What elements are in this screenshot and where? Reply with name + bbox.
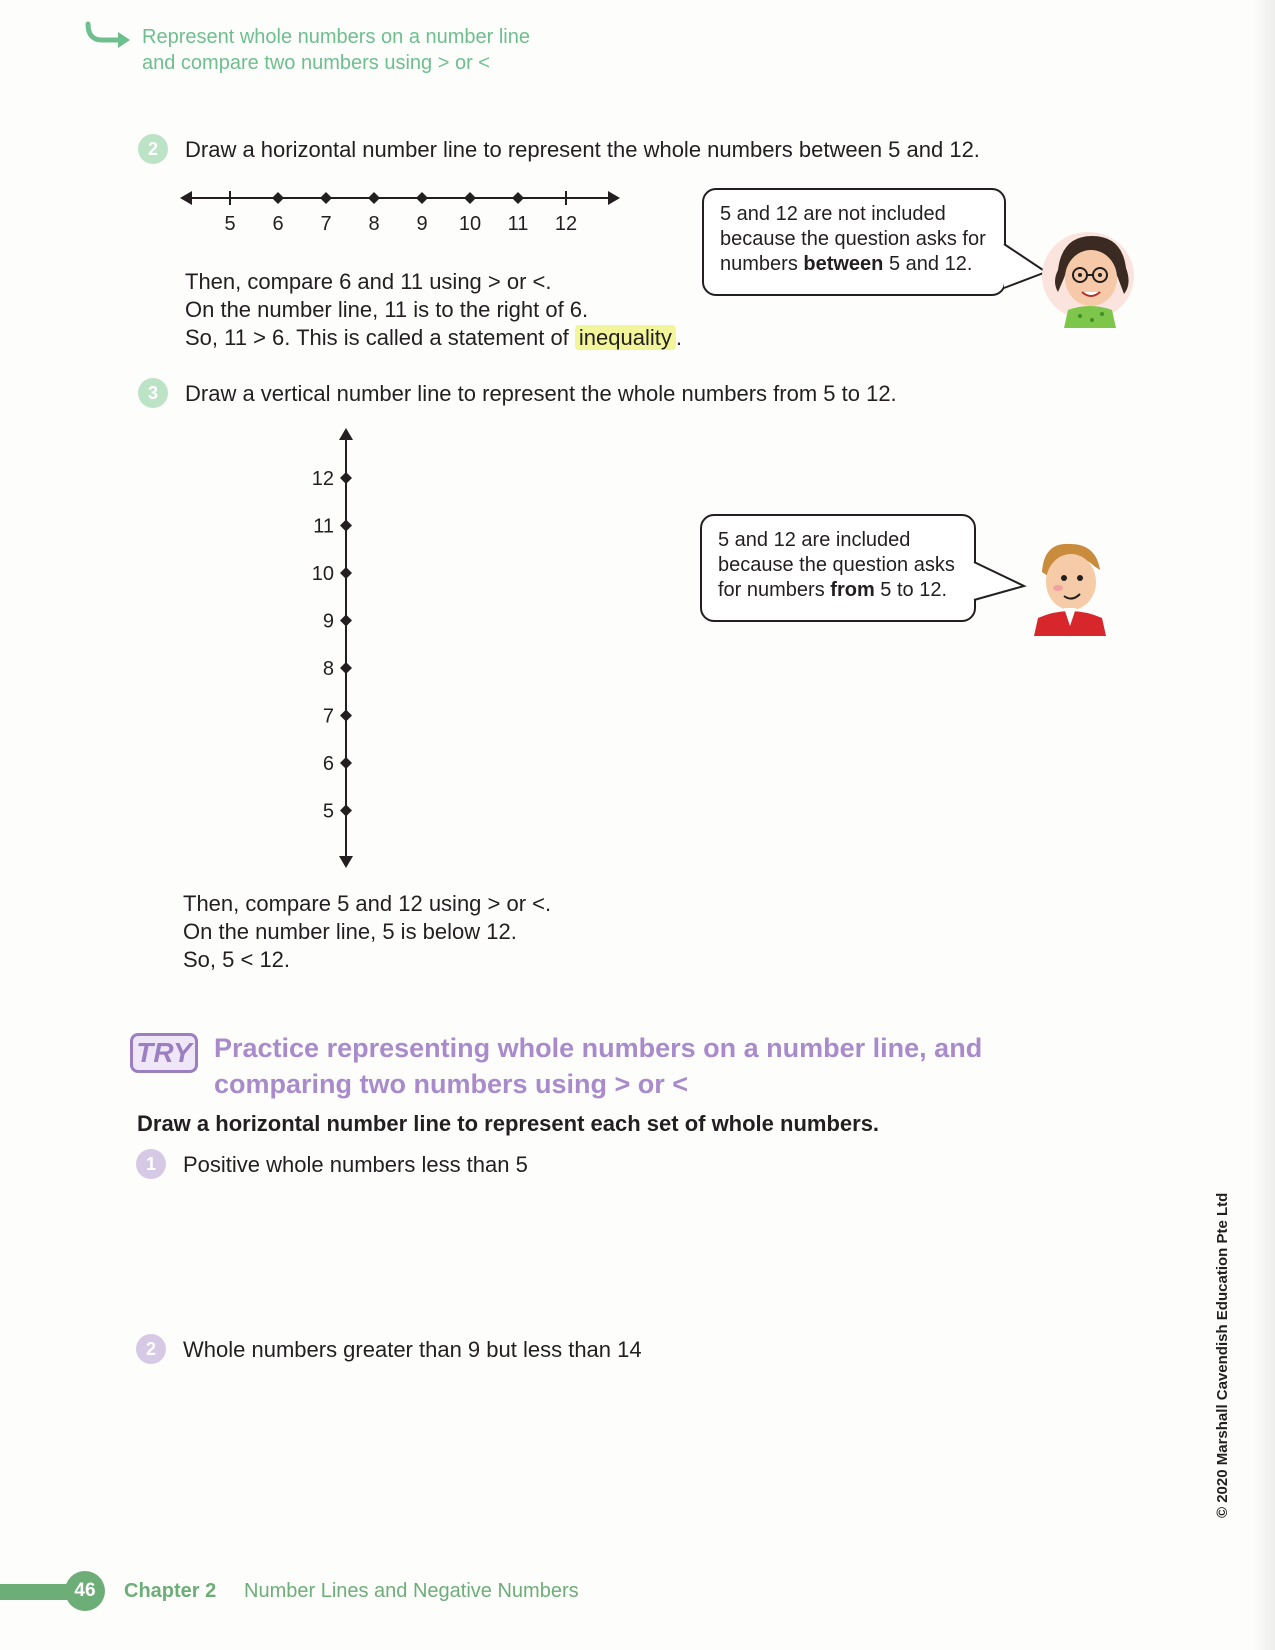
q3-line-3: So, 5 < 12. [183, 947, 291, 972]
v-dot [340, 805, 352, 817]
bubble-q3-bold: from [830, 579, 875, 601]
h-dot [512, 192, 524, 204]
boy-character-illustration [1024, 536, 1114, 636]
bubble-q2-pre: numbers [720, 253, 798, 275]
q3-line-1: Then, compare 5 and 12 using > or <. [183, 891, 552, 916]
page-edge-shadow [1252, 0, 1275, 1650]
question-2-explanation [185, 268, 682, 352]
bubble-q2-line-2: because the question asks for [720, 228, 986, 250]
girl-character-illustration [1040, 228, 1140, 328]
try-item-2-text: Whole numbers greater than 9 but less than 14 [183, 1337, 642, 1362]
v-tick-label: 7 [322, 705, 334, 728]
q2-line-1: Then, compare 6 and 11 using > or <. [185, 269, 552, 294]
v-tick-label: 8 [322, 658, 334, 680]
v-dot [340, 662, 352, 674]
try-title-line-1: Practice representing whole numbers on a number line, and [214, 1033, 983, 1063]
q3-line-2: On the number line, 5 is below 12. [183, 919, 517, 944]
h-tick-label: 8 [368, 213, 380, 235]
q2-line-2: On the number line, 11 is to the right of 6. [185, 297, 589, 322]
h-tick-label: 9 [416, 213, 428, 235]
objective-line-2: and compare two numbers using > or < [142, 52, 490, 74]
objective-arrow-icon [84, 20, 134, 54]
bubble-q2-bold: between [803, 253, 884, 275]
bubble-q2-line-3 [720, 252, 988, 277]
v-tick-label: 6 [322, 753, 334, 775]
h-dot [368, 192, 380, 204]
h-dot [272, 192, 284, 204]
v-tick-label: 12 [311, 468, 334, 490]
speech-bubble-q3 [700, 514, 976, 622]
h-tick-label: 10 [458, 213, 482, 235]
copyright-notice: © 2020 Marshall Cavendish Education Pte Ltd [1214, 1192, 1231, 1518]
question-3-explanation [183, 890, 551, 974]
try-instruction: Draw a horizontal number line to represent each set of whole numbers. [137, 1111, 880, 1136]
v-dot [340, 567, 352, 579]
try-item-2-number: 2 [136, 1334, 166, 1364]
bubble-q2-line-1: 5 and 12 are not included [720, 203, 946, 225]
try-title-line-2: comparing two numbers using > or < [214, 1069, 689, 1099]
chapter-label: Chapter 2 [124, 1580, 217, 1602]
objective-line-1: Represent whole numbers on a number line [142, 26, 530, 48]
try-title [214, 1030, 1114, 1102]
page-number: 46 [65, 1571, 105, 1611]
v-tick-label: 9 [322, 610, 334, 633]
question-2-number: 2 [138, 134, 168, 164]
question-2-text: Draw a horizontal number line to represent the whole numbers between 5 and 12. [185, 137, 980, 162]
question-3-number: 3 [138, 378, 168, 408]
q2-line-3-post: . [675, 325, 682, 350]
q2-line-3-pre: So, 11 > 6. This is called a statement of [185, 325, 569, 350]
h-dot [416, 192, 428, 204]
bubble-q3-tail [972, 556, 1032, 616]
lesson-objective [142, 24, 530, 76]
v-dot [340, 520, 352, 532]
h-axis-right-arrow-icon [608, 191, 620, 205]
bubble-q3-line-3 [718, 578, 958, 603]
v-tick-label: 11 [313, 515, 334, 538]
v-dot [340, 615, 352, 627]
horizontal-number-line [180, 180, 620, 240]
try-badge: TRY [130, 1033, 198, 1073]
try-item-1-number: 1 [136, 1149, 166, 1179]
h-dot [320, 192, 332, 204]
v-axis-up-arrow-icon [339, 428, 353, 440]
h-tick-label: 7 [320, 213, 332, 235]
chapter-title: Number Lines and Negative Numbers [244, 1580, 579, 1602]
v-tick-label: 10 [311, 563, 334, 585]
q2-line-3 [185, 324, 682, 352]
try-item-1-text: Positive whole numbers less than 5 [183, 1152, 528, 1177]
h-tick-label: 5 [224, 213, 236, 235]
v-dot [340, 472, 352, 484]
bubble-q3-line-2: because the question asks [718, 554, 955, 576]
h-dot [464, 192, 476, 204]
bubble-q3-post: 5 to 12. [880, 579, 948, 601]
inequality-term: inequality [575, 325, 676, 350]
v-axis-down-arrow-icon [339, 856, 353, 868]
vertical-number-line [300, 428, 380, 868]
bubble-q2-post: 5 and 12. [888, 253, 973, 275]
v-dot [340, 710, 352, 722]
h-tick-label: 11 [507, 213, 529, 235]
h-tick-label: 12 [554, 213, 578, 235]
h-axis-left-arrow-icon [180, 191, 192, 205]
speech-bubble-q2 [702, 188, 1006, 296]
v-tick-label: 5 [322, 800, 334, 823]
question-3-text: Draw a vertical number line to represent the whole numbers from 5 to 12. [185, 381, 897, 406]
h-tick-label: 6 [272, 213, 284, 235]
bubble-q3-pre: for numbers [718, 579, 825, 601]
bubble-q3-line-1: 5 and 12 are included [718, 529, 911, 551]
v-dot [340, 757, 352, 769]
